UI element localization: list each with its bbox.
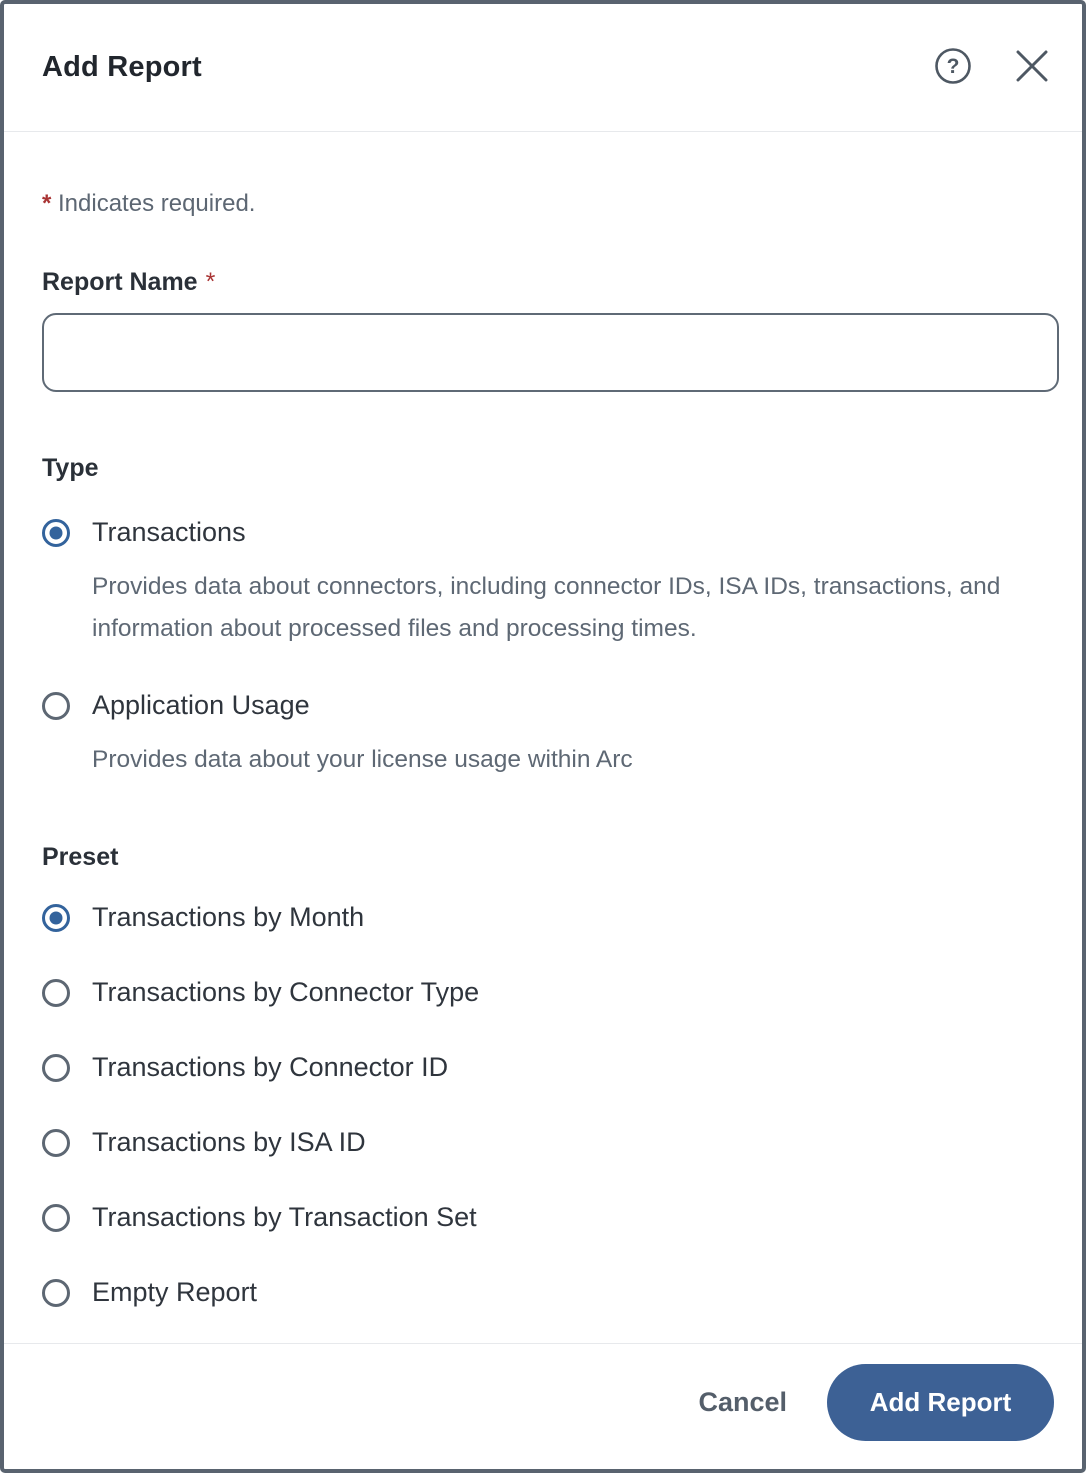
preset-section-label: Preset xyxy=(42,843,119,871)
required-note xyxy=(42,190,1044,218)
type-option-application-usage-description: Provides data about your license usage within Arc xyxy=(92,746,633,773)
report-name-required-asterisk: * xyxy=(205,268,216,296)
radio-icon-transactions[interactable] xyxy=(42,519,70,547)
preset-option-transactions-by-isa-id-label: Transactions by ISA ID xyxy=(92,1127,366,1157)
help-button[interactable] xyxy=(934,47,972,88)
required-note-text: Indicates required. xyxy=(58,190,256,217)
add-report-button[interactable]: Add Report xyxy=(827,1364,1054,1441)
close-icon xyxy=(1014,48,1050,87)
preset-option-transactions-by-connector-type-label: Transactions by Connector Type xyxy=(92,977,480,1007)
type-option-application-usage-label: Application Usage xyxy=(92,690,310,720)
dialog-title: Add Report xyxy=(42,51,202,83)
type-section xyxy=(42,454,1044,781)
radio-icon-transactions-by-connector-type[interactable] xyxy=(42,979,70,1007)
help-icon xyxy=(934,47,972,88)
dialog-header xyxy=(4,4,1082,132)
preset-option-transactions-by-connector-id-label: Transactions by Connector ID xyxy=(92,1052,449,1082)
svg-text:?: ? xyxy=(946,55,960,78)
radio-icon-transactions-by-transaction-set[interactable] xyxy=(42,1204,70,1232)
radio-icon-empty-report[interactable] xyxy=(42,1279,70,1307)
preset-option-transactions-by-isa-id[interactable] xyxy=(42,1127,1044,1158)
radio-icon-transactions-by-month[interactable] xyxy=(42,904,70,932)
type-option-transactions[interactable] xyxy=(42,517,1044,548)
report-name-label xyxy=(42,268,1044,297)
preset-section xyxy=(42,843,1044,1308)
report-name-field xyxy=(42,268,1044,392)
preset-option-transactions-by-month[interactable] xyxy=(42,902,1044,933)
preset-option-empty-report-label: Empty Report xyxy=(92,1277,258,1307)
type-option-transactions-label: Transactions xyxy=(92,517,246,547)
report-name-label-text: Report Name xyxy=(42,268,198,296)
dialog-body xyxy=(4,132,1082,1343)
preset-option-transactions-by-connector-type[interactable] xyxy=(42,977,1044,1008)
type-section-label: Type xyxy=(42,454,99,482)
radio-icon-application-usage[interactable] xyxy=(42,692,70,720)
dialog-footer xyxy=(4,1343,1082,1469)
preset-option-transactions-by-connector-id[interactable] xyxy=(42,1052,1044,1083)
cancel-button[interactable]: Cancel xyxy=(692,1387,793,1418)
close-button[interactable] xyxy=(1014,48,1050,87)
preset-option-transactions-by-month-label: Transactions by Month xyxy=(92,902,365,932)
preset-list xyxy=(42,902,1044,1308)
header-actions xyxy=(934,47,1050,88)
radio-icon-transactions-by-connector-id[interactable] xyxy=(42,1054,70,1082)
preset-option-transactions-by-transaction-set-label: Transactions by Transaction Set xyxy=(92,1202,477,1232)
required-asterisk: * xyxy=(42,190,52,217)
type-option-transactions-description: Provides data about connectors, including connector IDs, ISA IDs, transactions, and information about processed files and processing times. xyxy=(92,573,1001,642)
preset-option-transactions-by-transaction-set[interactable] xyxy=(42,1202,1044,1233)
preset-option-empty-report[interactable] xyxy=(42,1277,1044,1308)
report-name-input[interactable] xyxy=(42,313,1059,392)
type-option-application-usage[interactable] xyxy=(42,690,1044,721)
radio-icon-transactions-by-isa-id[interactable] xyxy=(42,1129,70,1157)
